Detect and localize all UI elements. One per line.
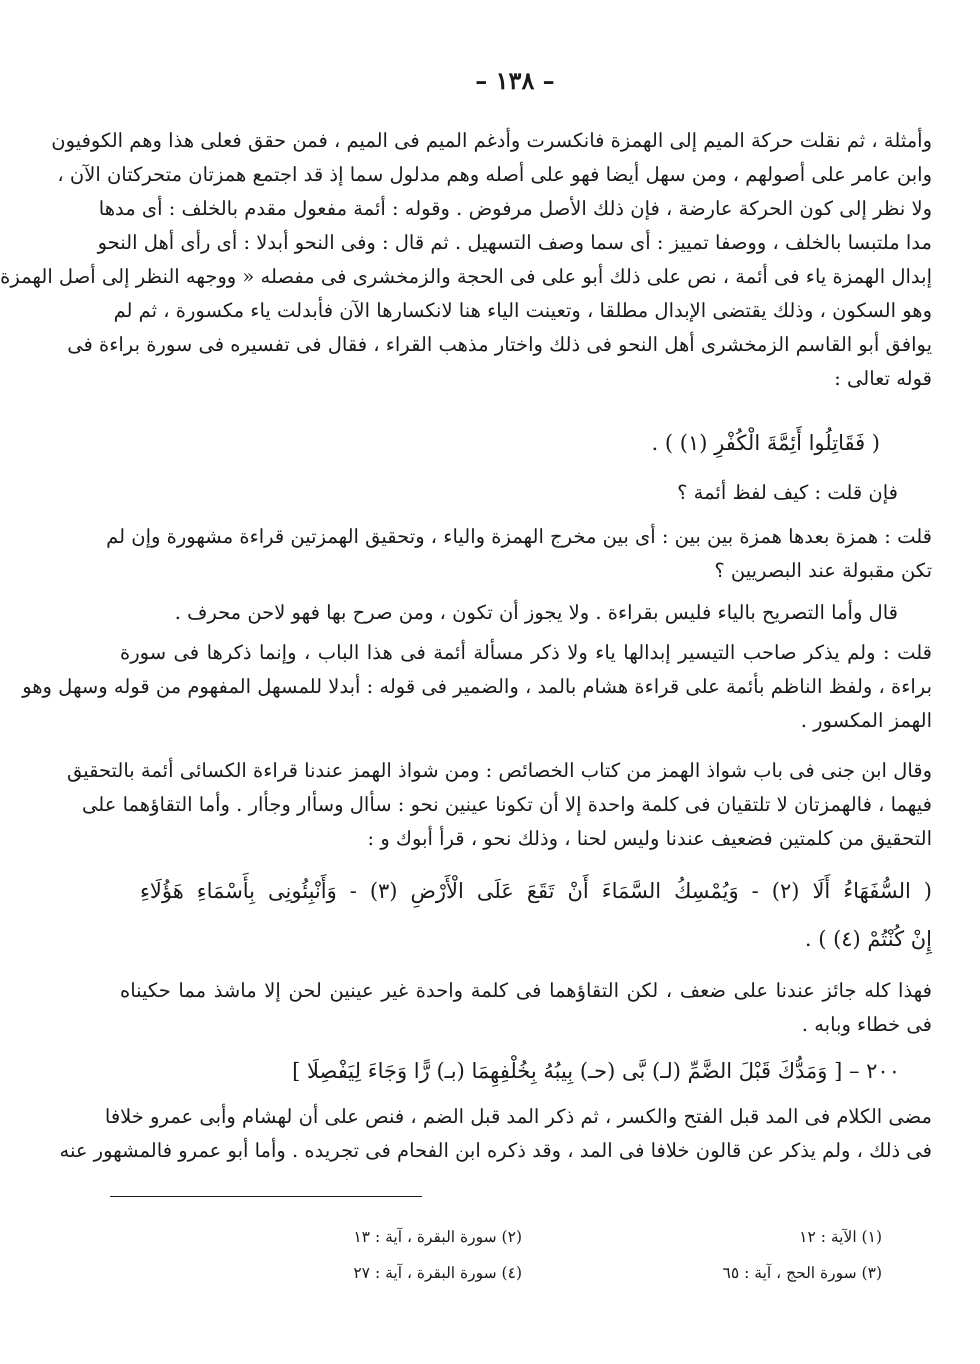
quran-verse: إِنْ كُنْتُمْ (٤) ) . [804, 927, 932, 951]
text-line: وابن عامر على أصولهم ، ومن سهل أيضا فهو على أصله وهم مدلول سما إذ قد اجتمع همزتان متحركتان الآن ، [57, 163, 932, 186]
text-line: قال وأما التصريح بالياء فليس بقراءة . ولا يجوز أن تكون ، ومن صرح بها فهو لاحن محرف . [174, 601, 898, 624]
text-line: قلت : همزة بعدها همزة بين بين : أى بين مخرج الهمزة والياء ، وتحقيق الهمزتين قراءة مشهورة وإن لم [106, 525, 932, 548]
text-line: وقال ابن جنى فى باب شواذ الهمز من كتاب الخصائص : ومن شواذ الهمز عندنا قراءة الكسائى أئمة بالتحقيق [66, 759, 932, 782]
quran-verse: ( السُّفَهَاءُ أَلَا (٢) - وَيُمْسِكُ السَّمَاءَ أَنْ تَقَعَ عَلَى الْأَرْضِ (٣) - وَأَنْبِئُونِى بِأَسْمَاءِ هَؤُلَاءِ [140, 879, 932, 903]
text-line: فهذا كله جائز عندنا على ضعف ، لكن التقاؤهما فى كلمة واحدة غير عينين لحن إلا ماشذ مما حكيناه [120, 979, 932, 1002]
text-line: تكن مقبولة عند البصريين ؟ [714, 559, 932, 582]
footnote-3: (٣) سورة الحج ، آية : ٦٥ [722, 1264, 882, 1282]
text-line: وهو السكون ، وذلك يقتضى الإبدال مطلقا ، وتعينت الياء هنا لانكسارها الآن فأبدلت ياء مكسورة ، ثم لم [113, 299, 932, 322]
quran-verse: ( فَقَاتِلُوا أَئِمَّةَ الْكُفْرِ (١) ) . [651, 431, 880, 455]
text-line: فيهما ، فالهمزتان لا تلتقيان فى كلمة واحدة إلا أن تكونا عينين نحو : سأال وسأار وجأار . وأما التقاؤهما على [82, 793, 932, 816]
text-line: وأمثلة ، ثم نقلت حركة الميم إلى الهمزة فانكسرت وأدغم الميم فى الميم ، فمن حقق فعلى هذا وهم الكوفيون [51, 129, 932, 152]
poem-verse-200: ٢٠٠ – [ وَمَدُّكَ قَبْلَ الضَّمِّ (لـ) بَّى (حـ) بِيبُهُ بِخُلْفِهِمَا (بـ) رًّا وَجَاءَ لِيَفْصِلَا ] [292, 1059, 900, 1083]
text-line: مضى الكلام فى المد قبل الفتح والكسر ، ثم ذكر المد قبل الضم ، فنص على أن لهشام وأبى عمرو خلافا [104, 1105, 932, 1128]
text-line: فإن قلت : كيف لفظ أئمة ؟ [677, 481, 898, 504]
page-number: – ١٣٨ – [475, 66, 555, 95]
text-line: مدا ملتبسا بالخلف ، ووصفا تمييز : أى سما وصف التسهيل . ثم قال : وفى النحو أبدلا : أى رأى أهل النحو [97, 231, 932, 254]
footnote-separator [110, 1196, 422, 1197]
text-line: التحقيق من كلمتين فضعيف عندنا وليس لحنا ، وذلك نحو ، قرأ أبوك و : [367, 827, 932, 850]
text-line: الهمز المكسور . [800, 709, 932, 732]
footnote-4: (٤) سورة البقرة ، آية : ٢٧ [353, 1264, 522, 1282]
text-line: قوله تعالى : [834, 367, 932, 390]
text-line: قلت : ولم يذكر صاحب التيسير إبدالها ياء ولا ذكر مسألة أئمة فى هذا الباب ، وإنما ذكرها فى سورة [120, 641, 932, 664]
footnote-1: (١) الآية : ١٢ [799, 1228, 882, 1246]
footnote-2: (٢) سورة البقرة ، آية : ١٣ [353, 1228, 522, 1246]
text-line: فى خطاء وبابه . [801, 1013, 932, 1036]
text-line: إبدال الهمزة ياء فى أئمة ، نص على ذلك أبو على فى الحجة والزمخشرى فى مفصله « ووجهه النظر إلى أصل الهمزة [0, 265, 932, 288]
text-line: يوافق أبو القاسم الزمخشرى أهل النحو فى ذلك واختار مذهب القراء ، فقال فى تفسيره فى سورة براءة فى [67, 333, 932, 356]
text-line: ولا نظر إلى كون الحركة عارضة ، فإن ذلك الأصل مرفوض . وقوله : أئمة مفعول مقدم بالخلف : أى مدها [98, 197, 932, 220]
text-line: فى ذلك ، ولم يذكر عن قالون خلافا فى المد ، وقد ذكره ابن الفحام فى تجريده . وأما أبو عمرو فالمشهور عنه [59, 1139, 932, 1162]
text-line: براءة ، ولفظ الناظم بأئمة على قراءة هشام بالمد ، والضمير فى قوله : أبدلا للمسهل المفهوم من قوله وسهل وهو [22, 675, 932, 698]
